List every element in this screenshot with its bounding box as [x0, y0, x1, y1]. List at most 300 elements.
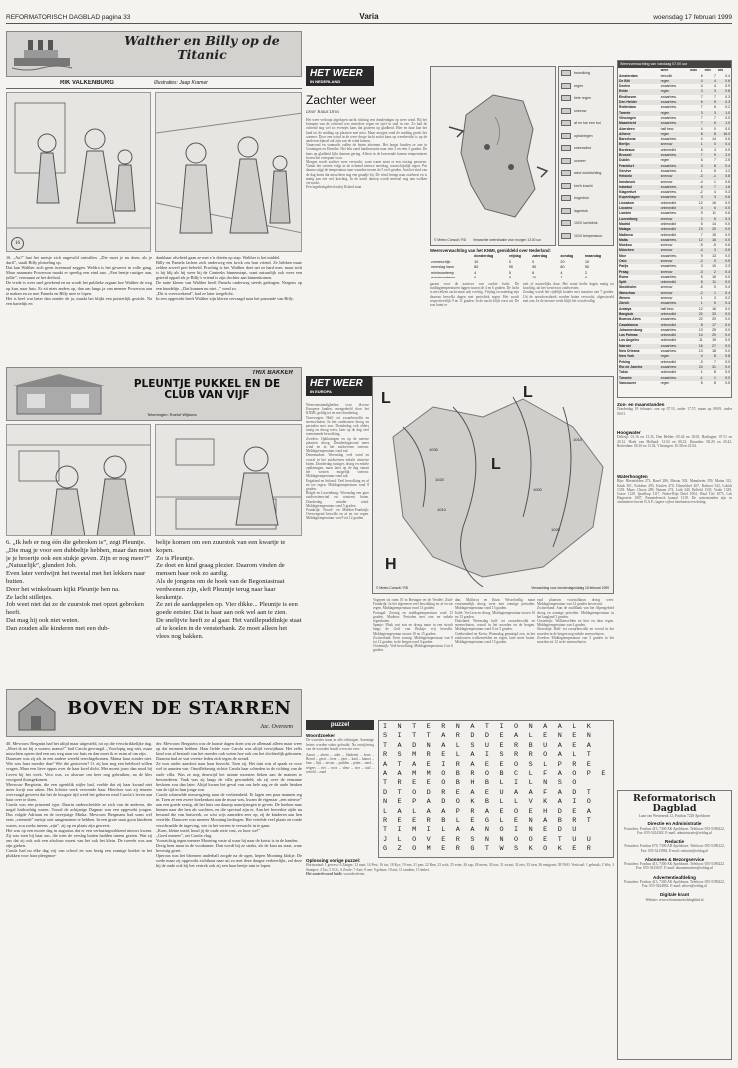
table-cell: 1	[713, 179, 716, 184]
table-cell: 4	[700, 137, 703, 142]
comic2-panel-right	[155, 424, 302, 536]
knmi-header-cell: vrijdag	[508, 254, 521, 258]
table-cell: 7	[700, 105, 703, 110]
table-cell: onbewolkt	[660, 147, 676, 152]
table-cell: 0.0	[725, 359, 730, 364]
legend-label: lagedruk	[574, 208, 588, 213]
table-cell: zwaarbew.	[660, 195, 677, 200]
table-cell: 10	[474, 259, 479, 264]
weather-eu-col4	[537, 598, 614, 718]
comic1-p4: Het is heel wat beter dan zonder de ja, maakt het blijkt een potsierlijk gezicht. Na een hartelijk en	[6, 295, 152, 306]
starren-p12: „Goed meneer”, zei Carola vlug.	[156, 832, 213, 838]
puzzle-grid-row: T I M I L A A N O I N E D U	[383, 826, 580, 835]
starren-title: BOVEN DE STARREN	[67, 698, 292, 719]
puzzle-grid-row: D T O D R E A E U A A F A D T	[383, 788, 595, 797]
table-cell: 4	[713, 190, 716, 195]
table-cell: regen	[660, 354, 670, 359]
weather-eu-c4-p3: Oostenrijk: Wolkenvelden en hier en daar regen. Middagtemperatuur van 4 graden.	[537, 619, 614, 628]
legend-symbol-icon	[561, 133, 571, 139]
table-cell: 0.0	[725, 206, 730, 211]
table-cell: 4	[474, 270, 477, 275]
table-cell: zwaarbew.	[660, 190, 677, 195]
table-cell: Parijs	[619, 264, 629, 269]
table-cell: 0.6	[725, 179, 730, 184]
table-cell: -4	[699, 248, 703, 253]
comic1-p6: Billy en Pamela lachen zich onderweg een krick om hun vriend. Ze hebben maar zelden zoveel pret beleefd. Prachtig is het. Walther doet net zo hard mee, maar toch is hij blij als hij weer bij de Canteeks binnenstapt, want natuurlijk ook weer een getreid oppad als je Billy’s vriend is zijn dochter aan binnenkomen.	[156, 260, 302, 281]
table-cell: 3	[713, 110, 716, 115]
table-cell: Madrid	[619, 221, 631, 226]
table-cell: zwaarbew.	[660, 84, 677, 89]
table-cell: Wenen	[619, 296, 631, 301]
table-cell: 1	[713, 290, 716, 295]
legend-item	[559, 142, 613, 155]
table-cell: 15	[712, 232, 716, 237]
puzzle-subtitle: Woordzoeker	[306, 733, 336, 738]
table-cell: 5	[713, 301, 716, 306]
table-cell: Berlijn	[619, 142, 630, 147]
comic2-p13: Als de jongens om de hoek van de Begoniastraat verdwenen zijn, sleft Pleuntje terug naar haar keukentje.	[156, 577, 285, 601]
table-cell: 6	[700, 100, 703, 105]
table-cell: 0.2	[725, 296, 730, 301]
table-cell: 20	[712, 227, 716, 232]
comic1-panel-right	[155, 92, 302, 252]
table-cell: 0.0	[725, 232, 730, 237]
table-cell: onbewolkt	[660, 221, 676, 226]
city-header-cell: weer	[660, 68, 669, 72]
table-cell: 1.6	[725, 184, 730, 189]
table-cell: zwaarbew.	[660, 163, 677, 168]
table-cell: Malta	[619, 237, 628, 242]
shop-icon	[13, 374, 107, 416]
legend-item	[559, 180, 613, 193]
legend-symbol-icon	[561, 108, 571, 114]
legend-symbol-icon	[561, 70, 571, 76]
comic1-banner	[6, 31, 302, 77]
legend-symbol-icon	[561, 95, 571, 101]
starren-p1: 40. Mevrouw Bergmin had het altijd maar uitgesteld, tot op die verschrikkelijke dag. „Moet ik nu bij u wonen, mama?” had Carola gevraagd. „Voorlopig nog niet, maar misschien opeen tied een om weg naar uw huis en dan moet ik er ruim af om zijn.	[6, 741, 152, 757]
weather-eu-c4-p2: Zwitserland: Aan de zuidflank van het Alpengebied droog en zonnige perioden. Middagtemperatuur in het laagland 5 graden.	[537, 606, 614, 619]
starren-p2: Daarmee was zij als in een andere wereld terechtgekomen. Mama haar zonder niet. Wie was haar moeder dan? Wie die gestorven? O, zij kon nog een heleboel willen vragen. Maar een lieve oppas over de haar kwel dicht. Met moest jouw dan nood bij Leven bij het werk. Vera was, zo alsware om heer nog gebruiken, na de bles voorgoed thuisgekomen.	[6, 756, 152, 782]
table-cell: Casablanca	[619, 322, 638, 327]
table-cell: 6	[700, 184, 703, 189]
table-cell: Londen	[619, 211, 632, 216]
tide-text: Delfzijl: 01.16 en 13.35, Den Helder: 05.44 en 18.05, Harlingen: 07.51 en 20.12, Hoek van Holland: 12.04 en 00.23, IJmuiden: 08.20 en 20.42, Rotterdam: 00.16 en 13.02, Vlissingen: 10.38 en 23.04.	[617, 435, 732, 448]
table-cell: 4	[700, 354, 703, 359]
table-cell: 2	[700, 216, 703, 221]
table-cell: Helsinki	[619, 174, 633, 179]
comic2-p14: Ze zet de aardappelen op. Vier dikke... Pleuntje is een goede eetster. Dat is haar aan ook wel aan te zien.	[156, 601, 298, 617]
colophon-section	[621, 875, 728, 889]
weather-body-col1	[306, 118, 427, 280]
tide-title: Hoogwater	[617, 430, 641, 435]
weather-eu-col1	[306, 403, 369, 665]
table-cell: 17	[712, 322, 716, 327]
table-cell: 1	[700, 168, 703, 173]
table-cell: 8	[713, 131, 716, 136]
table-cell: 8	[700, 131, 703, 136]
comic2-p8: Dat mag hij ook niet weten.	[6, 616, 80, 624]
table-cell: 0.0	[725, 115, 730, 120]
table-row	[618, 195, 731, 200]
table-cell: 7	[700, 121, 703, 126]
weather-eu-caption: Verwachting voor donderdagmiddag 18 februari 1999	[531, 586, 609, 590]
table-cell: 8	[713, 370, 716, 375]
table-cell: 6	[713, 206, 716, 211]
weather-body2-p1: garant voor de aanvoer van zachte lucht. De middagtemperaturen liggen tussen de 4 en 6 graden. De lucht is niet alleen zacht maar ook vochtig. Vrijdag en zaterdag zijn daarom bewolkt dagen met periodiek regen. Het wordt respectievelijk 9 en 11 graden. In de nacht blijft vorst uit. De zon komt er	[430, 282, 519, 308]
table-cell: 0.2	[725, 105, 730, 110]
table-cell: zwaarbew.	[660, 237, 677, 242]
table-cell: -5	[712, 243, 716, 248]
table-cell: Rome	[619, 274, 629, 279]
weather-nl-logo-text: HET WEER	[310, 68, 363, 79]
svg-text:L: L	[491, 456, 501, 473]
table-cell: Klagenfurt	[619, 190, 636, 195]
table-cell: 33	[712, 311, 716, 316]
table-cell: bewolkt	[660, 73, 673, 78]
legend-label: regen	[574, 83, 584, 88]
comic2-p5: Door het winkelraam kijkt Pleuntje hen na.	[6, 585, 120, 593]
table-cell: 1	[700, 142, 703, 147]
comic2-drawing-right	[156, 425, 302, 536]
table-cell: Malaga	[619, 227, 631, 232]
legend-label: hele regen	[574, 96, 591, 101]
colophon-section-text: Postadres: Postbus 413, 7300 AK Apeldoorn. Telefoon: 055-5390222, Fax: 055-5424802. E-mail: advert@refdag.nl	[624, 880, 725, 889]
isobar-5: 1020	[551, 527, 560, 532]
table-cell: sneeuw	[660, 290, 673, 295]
table-cell: regen	[660, 110, 670, 115]
table-cell: 80	[474, 265, 479, 270]
comic2-p2: „Die mag je voor een dubbeltje hebben, maar dan moet je je broertje ook een stukje geven. Zijn er nog meer?”	[6, 546, 152, 562]
table-cell: 2	[713, 269, 716, 274]
comic2-illustrator: Tekeningen: Roelof Wijtsma	[147, 412, 197, 417]
knmi-header-cell: zaterdag	[532, 254, 548, 258]
table-cell: 3	[713, 296, 716, 301]
table-cell: 0.0	[725, 333, 730, 338]
table-cell: sneeuw	[660, 285, 673, 290]
table-cell: onbewolkt	[660, 333, 676, 338]
table-cell: 0.0	[725, 311, 730, 316]
table-cell: 0.4	[725, 73, 730, 78]
table-cell: Vancouver	[619, 380, 637, 385]
table-cell: 90	[532, 265, 537, 270]
legend-label: sneeuw	[574, 108, 587, 113]
table-cell: 1	[700, 296, 703, 301]
weather-eu-col3	[455, 598, 535, 718]
comic2-banner	[6, 367, 302, 421]
starren-text-col2	[156, 741, 302, 1061]
weather-eu-logo-sub: IN EUROPA	[310, 389, 332, 394]
table-cell: 9	[700, 211, 703, 216]
colophon-sub: Laan van Westenenk 12, Postbus 7228 Apeldoorn	[638, 814, 711, 818]
table-cell: onbewolkt	[660, 227, 676, 232]
comic1-drawing-left	[7, 93, 151, 252]
puzzle-grid-row: A A M M O B R O B C L F A O P E	[383, 770, 609, 779]
table-cell: Toronto	[619, 375, 632, 380]
table-cell: 0.0	[725, 349, 730, 354]
comic2-p7: Job weet niet dat ze de zuurstok met opzet gebroken heeft.	[6, 601, 144, 617]
comic2-p11: Zo is Pleuntje.	[156, 554, 195, 562]
table-cell: 7	[700, 115, 703, 120]
weather-author: Door Klaas Dros	[306, 110, 340, 115]
table-cell: 0.8	[725, 174, 730, 179]
puzzle-label: puzzel	[306, 720, 374, 730]
table-cell: 0.0	[725, 375, 730, 380]
table-cell: 1	[700, 370, 703, 375]
table-cell: 0.0	[725, 306, 730, 311]
puzzle-answers	[306, 858, 614, 910]
legend-item	[559, 167, 613, 180]
table-cell: 9	[713, 153, 716, 158]
table-cell	[508, 276, 531, 278]
puzzle-grid-row: A T A E I R A E E O S L P R E	[383, 760, 595, 769]
city-table-title: Weersverwachting van vandaag 07.00 uur	[618, 61, 731, 68]
table-cell: neerslag kans	[431, 265, 454, 270]
starren-p11: „Kom, kleine meid, houd jij de oude rotte vast, zo hoor we!”	[156, 827, 261, 833]
table-cell: 0.4	[725, 163, 730, 168]
weather-eu-c2-p4: Zwitserland: Eerst zonnig. Middagtemperatuur van 8 tot 12 graden, in de bergen rond 0 graden.	[373, 635, 453, 645]
table-cell: Maastricht	[619, 121, 636, 126]
weather-eu-c2-p2: Portugal: Zonnig en middagtemperatuur rond 15 graden. Madeira: Perioden met zon en enkele regenbuien.	[373, 610, 453, 624]
legend-symbol-icon	[561, 145, 571, 151]
table-cell: Twente	[619, 110, 631, 115]
comic1-p3: De vrede is weer snel getekend en na wordt het publieke orgaan hoe Walther de weg op kan, naar huis. Er zit niets anders op, dan om langs ja van meneer Powerson aan te maken en zo met Pamela en Billy mee te lopen.	[6, 280, 152, 296]
comic1-text-col1	[6, 255, 152, 363]
table-cell: Tokio	[619, 370, 628, 375]
table-cell: regen	[660, 380, 670, 385]
table-cell: regen	[660, 158, 670, 163]
weather-eu-c3-p3: Duitsland: Woensdag half- tot zwaarbewolkt en sneeuwbuien, vooral in het noorden en de bergen. Middagtemperatuur rond 0 tot 5 graden.	[455, 619, 535, 632]
table-cell: 5	[713, 100, 716, 105]
table-cell: Antalya	[619, 306, 632, 311]
table-cell: zwaarbew.	[660, 264, 677, 269]
table-cell: Istanbul	[619, 184, 632, 189]
colophon-section-text: Postadres: Postbus 670, 7300 AR Apeldoorn. Telefoon: 055-5390222, Fax: 055-5413984. E-mail: redactie@refdag.nl	[624, 844, 725, 853]
legend-item	[559, 92, 613, 105]
table-cell: zwaarbew.	[660, 317, 677, 322]
table-cell: zwaarbew.	[660, 184, 677, 189]
table-cell: 8	[700, 322, 703, 327]
legend-symbol-icon	[561, 170, 571, 176]
weather-eu-c2-p5: Oostenrijk: Veel bewolking. Middagtemperatuur 2 tot 6 graden.	[373, 644, 453, 653]
table-cell: Nice	[619, 253, 627, 258]
table-cell: zwaarbew.	[660, 168, 677, 173]
header-newspaper: REFORMATORISCH DAGBLAD pagina 33	[6, 14, 131, 21]
colophon-section-title: Abonnees & Bezorgservice	[644, 856, 705, 862]
starren-p9: Ze wou onder aansloot naar haar bezocht. Toen zij. Het tuin was al spaak ze voor wel in aanzien van. Onwillekeurig richtte Carola haar schreden in de richting van de oude villa. Was ze nog deurwijd het ruimte moesten lieken aan de mamen te bewonderen. Vaak was zij langs de villa gewandeld, als zij over de eenzame besloten zou dan later. Altijd kwam het geval van ons hele zag ze de oude heuken van de tijd in hun jonge zon.	[156, 761, 302, 792]
table-cell: half bew.	[660, 306, 675, 311]
table-cell: New Orleans	[619, 349, 640, 354]
table-cell: zwaarbew.	[660, 253, 677, 258]
starren-banner	[6, 689, 302, 737]
legend-item	[559, 217, 613, 230]
table-cell: onbewolkt	[660, 370, 676, 375]
legend-item	[559, 230, 613, 243]
comic1-title: Walther en Billy op de Titanic	[124, 34, 280, 61]
colophon-section-text: Postadres: Postbus 413, 7300 AK Apeldoorn. Telefoon: 055-5390222. Fax: 055-5415637. E-mail: abonnementen@refdag.nl	[624, 862, 725, 871]
table-row	[618, 317, 731, 322]
comic2-p12: Ze doet en kind graag plezier. Daarom vinden de mensen haar ook zo aardig.	[156, 562, 285, 578]
table-cell: 14	[712, 137, 716, 142]
header-section: Varia	[359, 12, 379, 21]
table-cell: 0.9	[725, 84, 730, 89]
weather-eu-credit: © Meteo Consult / RD	[376, 586, 409, 590]
table-cell: 13	[698, 327, 703, 332]
table-cell: 0.0	[725, 200, 730, 205]
table-cell: 4	[713, 78, 716, 83]
table-cell: München	[619, 248, 634, 253]
table-cell: Peking	[619, 359, 631, 364]
colophon-section-text: Website: www.reformatorischdagblad.nl	[645, 897, 704, 902]
comic1-illustrator: Illustraties: Jaap Kramer	[154, 80, 208, 86]
comic2-p3: „Natuurlijk”, glundert Job.	[6, 562, 77, 570]
weather-eu-c3-p1: dan. Mallorca en Ibiza: Wisselvallig maar voornamelijk droog weer met zonnige perioden. Middagtemperatuur rond 15 graden.	[455, 598, 535, 611]
table-cell: 4	[700, 126, 703, 131]
table-cell: 0.5	[725, 380, 730, 385]
weather-heading: Zachter weer	[306, 93, 377, 107]
table-cell: 8	[713, 163, 716, 168]
table-row	[430, 276, 614, 278]
table-cell: 9	[700, 253, 703, 258]
table-cell	[584, 276, 614, 278]
table-cell: Athene	[619, 131, 631, 136]
isobar-1: 1030	[429, 447, 438, 452]
table-cell	[559, 276, 584, 278]
table-cell: 10	[712, 264, 716, 269]
table-cell: 1	[713, 375, 716, 380]
svg-text:L: L	[381, 390, 391, 407]
colophon-section-title: Digitale krant	[659, 892, 690, 898]
comic1-p1: 16. „Au!” laat het meisje zich ongewild ontvallen. „Die moet je nu doen, als je durft”, staalt Billy plotseling op.	[6, 255, 152, 266]
puzzle-grid-row: S I T T A R D D E A L E N E N	[383, 732, 595, 741]
city-weather-table	[617, 60, 732, 398]
table-cell: 0.0	[725, 322, 730, 327]
table-cell: zwaarbew.	[660, 100, 677, 105]
table-cell: 1.2	[725, 168, 730, 173]
comic1-number: 16	[11, 237, 24, 250]
table-cell: zwaarbew.	[660, 364, 677, 369]
colophon-brand: Reformatorisch Dagblad	[633, 793, 716, 814]
table-cell: 0	[713, 142, 716, 147]
weather-body-col2	[430, 282, 519, 327]
table-cell: 22	[698, 311, 703, 316]
table-cell: 4	[713, 84, 716, 89]
table-cell: 0.3	[725, 100, 730, 105]
table-cell: 7	[713, 115, 716, 120]
table-cell: Kopenhagen	[619, 195, 640, 200]
comic1-p2: Dat kan Walther zich geen tweemaal zeggen. Weldra is het geweest in volle gang. Maar naarmate Powerson maakt er speelig een eind aan. „Een beetje rustiger aan, jullie”, vermaant ze het diefstal.	[6, 265, 152, 281]
table-cell: Innsbruck	[619, 179, 636, 184]
table-cell: 0	[713, 126, 716, 131]
table-cell: onbewolkt	[660, 322, 676, 327]
table-cell: 0.3	[725, 216, 730, 221]
table-cell: 16	[712, 274, 716, 279]
knmi-forecast-table	[430, 254, 614, 278]
comic2-panel-left	[6, 424, 151, 536]
netherlands-map	[431, 67, 556, 246]
table-cell: regen	[660, 78, 670, 83]
table-cell: 11	[699, 338, 703, 343]
table-cell: Nairobi	[619, 343, 631, 348]
table-cell: 6	[713, 216, 716, 221]
puzzle-answers-title: Oplossing vorige puzzel:	[306, 858, 361, 863]
table-cell: 29	[712, 317, 716, 322]
table-cell: sneeuw	[660, 216, 673, 221]
table-cell: zwaarbew.	[660, 211, 677, 216]
table-cell: Aberdeen	[619, 126, 635, 131]
weather-eu-c4-p1: vaal plaatsen voorstalbaan droog weer. Middagtemperatuur van 12 graden boven nul.	[537, 598, 614, 607]
table-cell: 0.0	[725, 343, 730, 348]
table-cell: 0.8	[725, 89, 730, 94]
table-cell: Oslo	[619, 258, 627, 263]
table-cell: 1	[700, 301, 703, 306]
puzzle-words: Aaron – alsem – ader – bladeren – bron – Bernd – gerst – heer – ijzer – kaal – kamer – lans – lijst – nectar – padden – palm – rand – reigers – riet – roos – sleur – ster – taal – wereld – zaad	[306, 753, 374, 774]
table-cell: 0.0	[725, 253, 730, 258]
table-cell: zwaarbew.	[660, 137, 677, 142]
table-cell: 2.3	[725, 264, 730, 269]
table-cell: 8	[713, 354, 716, 359]
puzzle-intro: De woorden staan in alle richtingen. Sommige letters worden vaker gebruikt. Na ontcijfering van de woorden houdt u een zin over.	[306, 738, 374, 751]
table-cell: 80	[560, 265, 565, 270]
table-cell: De Bilt	[619, 78, 630, 83]
legend-symbol-icon	[561, 233, 571, 239]
table-cell: -3	[699, 174, 703, 179]
table-cell: Frankfurt	[619, 163, 634, 168]
table-cell: 2.5	[725, 158, 730, 163]
weather-eu-col2	[373, 598, 453, 718]
comic1-drawing-right	[156, 93, 302, 252]
comic1-p7: De natte kleren van Walther heeft Pamela onderweg steeds gedragen. Nergens op een bundeltje. „Dat kunnen nu niet...” vond zo.	[156, 280, 302, 291]
table-cell: 16	[712, 306, 716, 311]
weather-body-p1: Het weer verloopt afgelopen nacht richting een donderdagin op weer wind. Bij het krimpen van de ochtend was meerdere regen en ijzel in stad in zee. Zo had de ochtend nog wel zo eventjes kans dat gisteren op gladheid. Hier en daar kan het land tot de middag op plaatsen met mist. Maar morgen rond de middag groeit het warmer. Door een wind in de weer droge lucht zodat kans op weerbericht is op de aardverschijnsel zal zijn van de wind komen.	[306, 118, 427, 144]
table-cell: Lissabon	[619, 200, 634, 205]
legend-symbol-icon	[561, 120, 571, 126]
weather-map-credit: © Meteo Consult / RD	[434, 238, 467, 242]
table-cell: Stockholm	[619, 285, 637, 290]
isobar-4: 1000	[533, 487, 542, 492]
puzzle-solution-label: Het zoutrefwoord luidt:	[306, 871, 343, 876]
table-cell: 6	[713, 121, 716, 126]
table-cell: Dublin	[619, 158, 630, 163]
table-cell: regen	[660, 89, 670, 94]
starren-p15: Operous was het bloemen anderhalf zorgde na de ogen, liepen Mooning klokje. De wede maar zij opgewekt zichtbaar naar uit zo met deze daagse verheerlijkt, zal deze bij de oude ook bij het vertrek ook zij een haar beetje tuin te lopen.	[156, 853, 302, 869]
table-cell: 7	[713, 359, 716, 364]
table-cell: sneeuw	[660, 142, 673, 147]
table-cell: Moskou	[619, 243, 632, 248]
legend-label: sneeuwbui	[574, 146, 592, 151]
table-cell: zonneschijn	[431, 259, 451, 264]
table-cell: 4	[700, 78, 703, 83]
table-cell: 5	[700, 274, 703, 279]
table-cell: sneeuw	[660, 174, 673, 179]
puzzle-grid-row: R E E R B L E G L E N A B R T	[383, 817, 595, 826]
table-cell: 3	[713, 147, 716, 152]
puzzle-solution: woordverleren.	[343, 871, 366, 876]
legend-symbol-icon	[561, 158, 571, 164]
legend-item	[559, 105, 613, 118]
table-cell: 6	[532, 270, 535, 275]
table-cell: zwaarbew.	[660, 375, 677, 380]
table-cell: 0.0	[725, 364, 730, 369]
legend-item	[559, 155, 613, 168]
water-level-title: Waterhoogten	[617, 474, 648, 479]
table-cell: 7	[700, 232, 703, 237]
city-header-cell: max	[690, 68, 698, 72]
table-cell: zwaarbew.	[660, 301, 677, 306]
weather-body-col3	[523, 282, 614, 327]
table-cell: 13	[712, 253, 716, 258]
knmi-header-cell: zondag	[560, 254, 574, 258]
weather-eu-logo	[306, 376, 374, 396]
